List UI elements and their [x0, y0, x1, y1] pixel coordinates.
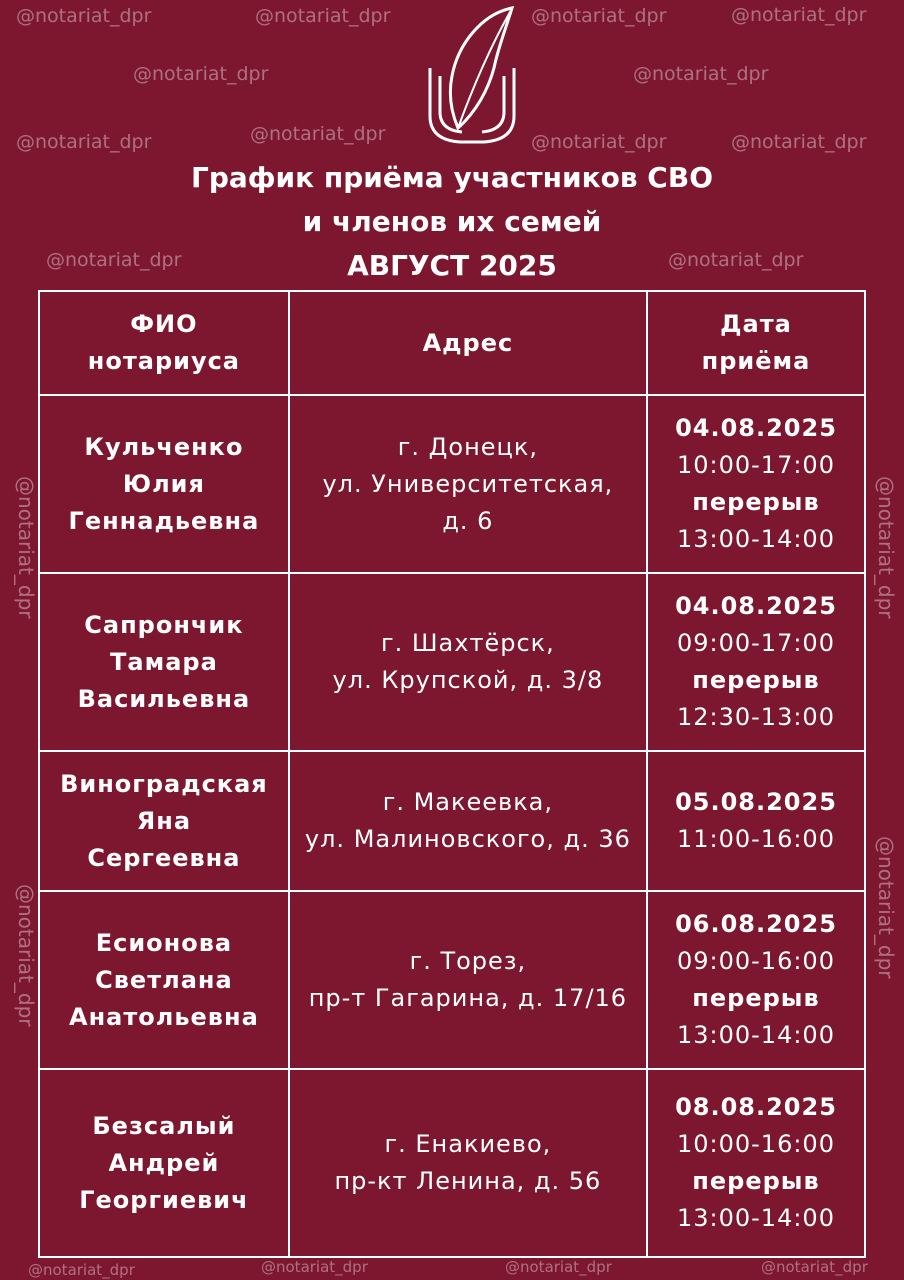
name-line: Тамара	[110, 647, 218, 676]
header-text: нотариуса	[87, 347, 241, 375]
watermark: @notariat_dpr	[874, 836, 898, 979]
address-cell	[289, 1069, 647, 1257]
reception-date: 04.08.2025	[675, 414, 837, 442]
notary-name-cell	[39, 751, 289, 891]
schedule-table	[38, 290, 866, 1258]
header-text: Дата	[720, 310, 792, 338]
date-cell	[647, 573, 865, 751]
quill-shield-icon	[422, 4, 522, 146]
name-line: Георгиевич	[79, 1185, 249, 1214]
watermark: @notariat_dpr	[16, 131, 152, 153]
watermark: @notariat_dpr	[28, 1261, 135, 1279]
name-line: Виноградская	[60, 769, 268, 798]
watermark: @notariat_dpr	[505, 1258, 612, 1276]
watermark: @notariat_dpr	[16, 5, 152, 27]
watermark: @notariat_dpr	[14, 476, 38, 619]
table-row	[39, 1069, 865, 1257]
address-cell	[289, 891, 647, 1069]
break-label: перерыв	[692, 984, 820, 1012]
break-hours: 13:00-14:00	[676, 525, 835, 553]
name-line: Андрей	[108, 1148, 220, 1177]
notary-name-cell	[39, 395, 289, 573]
address-cell	[289, 573, 647, 751]
address-line: г. Енакиево,	[384, 1130, 552, 1158]
break-hours: 13:00-14:00	[676, 1021, 835, 1049]
watermark: @notariat_dpr	[633, 63, 769, 85]
watermark: @notariat_dpr	[255, 5, 391, 27]
date-cell	[647, 1069, 865, 1257]
address-line: г. Макеевка,	[382, 788, 554, 816]
watermark: @notariat_dpr	[761, 1258, 868, 1276]
watermark: @notariat_dpr	[731, 4, 867, 26]
reception-hours: 11:00-16:00	[676, 825, 835, 853]
watermark: @notariat_dpr	[46, 249, 182, 271]
address-line: д. 6	[442, 506, 494, 535]
title-line-1: График приёма участников СВО	[190, 161, 714, 194]
address-line: г. Торез,	[409, 947, 527, 975]
table-row	[39, 751, 865, 891]
break-label: перерыв	[692, 488, 820, 516]
header-address	[289, 291, 647, 395]
address-line: г. Донецк,	[397, 432, 538, 461]
reception-hours: 10:00-16:00	[676, 1130, 835, 1158]
name-line: Васильевна	[77, 684, 251, 713]
reception-date: 04.08.2025	[675, 592, 837, 620]
table-row	[39, 573, 865, 751]
header-date	[647, 291, 865, 395]
header-notary-name	[39, 291, 289, 395]
name-line: Яна	[136, 806, 192, 835]
header-text: Адрес	[422, 328, 514, 357]
date-cell	[647, 395, 865, 573]
address-line: ул. Крупской, д. 3/8	[332, 666, 604, 694]
address-line: ул. Малиновского, д. 36	[304, 825, 631, 853]
title-line-2: и членов их семей	[302, 205, 602, 238]
address-line: пр-кт Ленина, д. 56	[334, 1167, 602, 1195]
name-line: Кульченко	[84, 432, 244, 461]
header-text: ФИО	[130, 310, 198, 338]
name-line: Есионова	[95, 928, 233, 957]
address-cell	[289, 751, 647, 891]
reception-date: 08.08.2025	[675, 1093, 837, 1121]
date-cell	[647, 891, 865, 1069]
table-row	[39, 891, 865, 1069]
reception-hours: 09:00-17:00	[676, 629, 835, 657]
watermark: @notariat_dpr	[668, 249, 804, 271]
page-title	[0, 156, 904, 288]
break-label: перерыв	[692, 1167, 820, 1195]
address-line: ул. Университетская,	[322, 469, 614, 498]
watermark: @notariat_dpr	[250, 123, 386, 145]
break-hours: 12:30-13:00	[676, 703, 835, 731]
title-line-3: АВГУСТ 2025	[347, 249, 557, 282]
watermark: @notariat_dpr	[531, 5, 667, 27]
watermark: @notariat_dpr	[531, 131, 667, 153]
name-line: Безсалый	[92, 1111, 236, 1140]
table-header-row	[39, 291, 865, 395]
watermark: @notariat_dpr	[731, 131, 867, 153]
name-line: Сапрончик	[84, 610, 244, 639]
header-text: приёма	[701, 347, 811, 375]
watermark: @notariat_dpr	[14, 884, 38, 1027]
reception-hours: 10:00-17:00	[676, 451, 835, 479]
reception-hours: 09:00-16:00	[676, 947, 835, 975]
watermark: @notariat_dpr	[261, 1258, 368, 1276]
name-line: Анатольевна	[69, 1002, 259, 1031]
reception-date: 05.08.2025	[675, 788, 837, 816]
address-line: г. Шахтёрск,	[381, 629, 555, 657]
address-line: пр-т Гагарина, д. 17/16	[308, 984, 628, 1012]
name-line: Геннадьевна	[68, 506, 260, 535]
reception-date: 06.08.2025	[675, 910, 837, 938]
watermark: @notariat_dpr	[133, 63, 269, 85]
notary-name-cell	[39, 1069, 289, 1257]
watermark: @notariat_dpr	[874, 476, 898, 619]
break-label: перерыв	[692, 666, 820, 694]
table-row	[39, 395, 865, 573]
name-line: Юлия	[122, 469, 205, 498]
address-cell	[289, 395, 647, 573]
name-line: Светлана	[95, 965, 233, 994]
notary-name-cell	[39, 573, 289, 751]
break-hours: 13:00-14:00	[676, 1204, 835, 1232]
notary-name-cell	[39, 891, 289, 1069]
date-cell	[647, 751, 865, 891]
name-line: Сергеевна	[87, 843, 241, 872]
